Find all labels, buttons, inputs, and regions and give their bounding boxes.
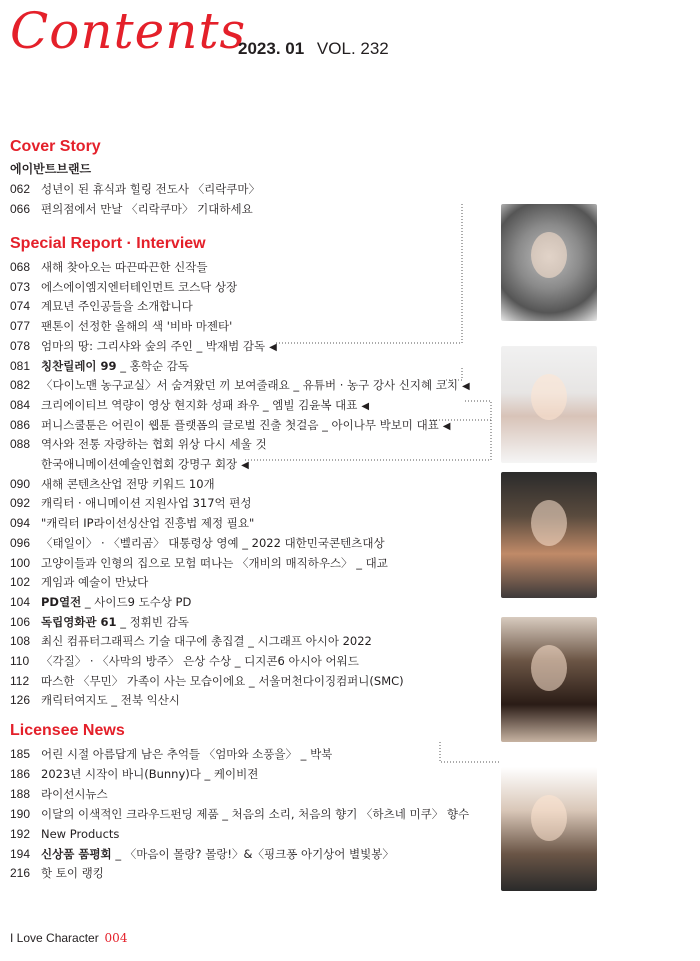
toc-entry[interactable] <box>10 317 232 336</box>
toc-entry-title: 최신 컴퓨터그래픽스 기술 대구에 총집결 _ 시그래프 아시아 2022 <box>41 634 372 649</box>
toc-entry-title: 따스한 〈무민〉 가족이 사는 모습이에요 _ 서울머천다이징컴퍼니(SMC) <box>41 673 404 688</box>
toc-entry-title: 이달의 이색적인 크라우드펀딩 제품 _ 처음의 소리, 처음의 향기 〈하츠네 미쿠〉 향수 <box>41 806 470 821</box>
toc-entry[interactable] <box>10 297 193 316</box>
toc-page-number: 092 <box>10 496 31 511</box>
toc-entry-title: 고양이들과 인형의 집으로 모험 떠나는 〈개비의 매직하우스〉 _ 대교 <box>41 555 388 570</box>
toc-entry[interactable] <box>10 278 237 297</box>
toc-entry-title: 편의점에서 만날 〈리락쿠마〉 기대하세요 <box>41 201 253 216</box>
toc-page-number: 090 <box>10 476 31 491</box>
toc-entry-title: 새해 찾아오는 따끈따끈한 신작들 <box>41 260 208 274</box>
toc-entry[interactable] <box>10 455 249 474</box>
toc-entry-title: _ 홍학순 감독 <box>116 358 189 373</box>
cover-brand: 에이반트브랜드 <box>10 162 92 176</box>
toc-entry-title: 어린 시절 아름답게 남은 추억들 〈엄마와 소풍을〉 _ 박북 <box>41 747 333 761</box>
toc-entry[interactable] <box>10 765 258 784</box>
toc-entry[interactable] <box>10 514 254 533</box>
toc-entry[interactable] <box>10 785 108 804</box>
toc-page-number: 100 <box>10 555 31 570</box>
section-heading-cover-story: Cover Story <box>10 138 101 155</box>
toc-entry-title: 한국애니메이션예술인협회 강명구 회장 <box>41 457 238 471</box>
toc-entry[interactable] <box>10 745 332 764</box>
toc-entry[interactable] <box>10 475 215 494</box>
toc-entry[interactable] <box>10 672 404 691</box>
toc-entry[interactable] <box>10 180 260 199</box>
issue-volume: VOL. 232 <box>316 39 389 58</box>
toc-entry[interactable] <box>10 554 388 573</box>
toc-page-number: 102 <box>10 575 31 590</box>
section-heading-licensee-news: Licensee News <box>10 722 125 739</box>
magazine-name: I Love Character <box>10 931 99 945</box>
toc-entry-title: 2023년 시작이 바니(Bunny)다 _ 케이비젼 <box>41 766 259 781</box>
toc-entry-series: PD열전 <box>41 594 82 609</box>
page-number: 004 <box>104 931 128 945</box>
toc-entry-title: 에스에이엠지엔터테인먼트 코스닥 상장 <box>41 279 238 294</box>
pointer-arrow-icon: ◀ <box>462 381 470 393</box>
toc-entry[interactable] <box>10 632 372 651</box>
toc-entry-title: 퍼니스쿨툰은 어린이 웹툰 플랫폼의 글로벌 진출 첫걸음 _ 아이나무 박보미 대표 <box>41 417 439 432</box>
toc-page-number: 062 <box>10 182 31 196</box>
toc-entry[interactable] <box>10 652 359 671</box>
toc-entry-title: 캐릭터 · 애니메이션 지원사업 317억 편성 <box>41 496 252 511</box>
pointer-arrow-icon: ◀ <box>269 341 277 353</box>
toc-entry[interactable] <box>10 825 119 844</box>
toc-entry-series: 독립영화관 61 <box>41 614 117 629</box>
toc-page-number: 082 <box>10 378 31 393</box>
toc-entry-title: 크리에이티브 역량이 영상 현지화 성패 좌우 _ 엠빌 김윤복 대표 <box>41 397 358 412</box>
portrait-photo-5 <box>501 767 597 891</box>
toc-entry[interactable] <box>10 435 267 454</box>
portrait-photo-3 <box>501 472 597 598</box>
page-title: Contents <box>10 2 247 60</box>
toc-entry[interactable] <box>10 258 208 277</box>
toc-entry-title: New Products <box>41 826 120 841</box>
toc-page-number: 088 <box>10 437 31 452</box>
toc-entry-title: _ 사이드9 도수상 PD <box>81 594 192 609</box>
toc-entry[interactable] <box>10 613 189 632</box>
toc-entry-title: 게임과 예술이 만났다 <box>41 575 149 590</box>
toc-entry-title: _ 정휘빈 감독 <box>116 614 189 629</box>
toc-entry-title: 라이선시뉴스 <box>41 786 108 801</box>
toc-page-number: 073 <box>10 279 31 294</box>
toc-page-number: 126 <box>10 693 31 708</box>
toc-entry[interactable] <box>10 864 104 883</box>
toc-entry-title: 계묘년 주인공들을 소개합니다 <box>41 299 193 314</box>
toc-entry-title: 〈태일이〉 · 〈벨리곰〉 대통령상 영예 _ 2022 대한민국콘텐츠대상 <box>41 535 385 550</box>
pointer-arrow-icon: ◀ <box>361 400 370 412</box>
toc-entry-title: _ 〈마음이 몰랑? 몰랑!〉&〈핑크퐁 아기상어 별빛봉〉 <box>111 846 394 861</box>
toc-page-number: 190 <box>10 806 31 821</box>
issue-info <box>238 39 389 59</box>
toc-entry[interactable] <box>10 805 469 824</box>
toc-entry-title: 팬톤이 선정한 올해의 색 '비바 마젠타' <box>41 319 233 334</box>
toc-page-number: 110 <box>10 654 30 668</box>
toc-page-number: 112 <box>10 673 30 688</box>
portrait-photo-1 <box>501 204 597 321</box>
issue-date: 2023. 01 <box>238 39 305 58</box>
portrait-photo-2 <box>501 346 597 463</box>
toc-page-number: 094 <box>10 516 31 531</box>
toc-page-number: 096 <box>10 535 31 550</box>
toc-entry-series: 칭찬릴레이 99 <box>41 358 117 373</box>
toc-entry[interactable] <box>10 337 277 356</box>
toc-entry[interactable] <box>10 494 252 513</box>
toc-page-number: 084 <box>10 397 31 412</box>
section-heading-special-report: Special Report · Interview <box>10 235 206 252</box>
toc-page-number: 077 <box>10 319 31 334</box>
toc-page-number: 188 <box>10 786 31 801</box>
toc-page-number: 216 <box>10 866 31 881</box>
toc-page-number: 106 <box>10 614 31 629</box>
toc-entry-title: 캐릭터여지도 _ 전북 익산시 <box>41 693 180 708</box>
toc-entry[interactable] <box>10 376 470 395</box>
toc-entry[interactable] <box>10 845 394 864</box>
toc-entry[interactable] <box>10 593 191 612</box>
toc-page-number: 074 <box>10 299 31 314</box>
toc-entry-series: 신상품 품평회 <box>41 846 112 861</box>
toc-page-number: 078 <box>10 338 31 353</box>
toc-entry[interactable] <box>10 416 451 435</box>
toc-entry-title: "캐릭터 IP라이선싱산업 진흥법 제정 필요" <box>41 516 255 531</box>
toc-page-number: 104 <box>10 594 31 609</box>
toc-page-number: 066 <box>10 201 31 216</box>
pointer-arrow-icon: ◀ <box>241 460 249 471</box>
toc-entry[interactable] <box>10 691 180 710</box>
toc-entry-title: 역사와 전통 자랑하는 협회 위상 다시 세울 것 <box>41 437 267 452</box>
toc-entry[interactable] <box>10 534 385 553</box>
toc-page-number: 081 <box>10 358 31 373</box>
toc-entry[interactable] <box>10 396 369 415</box>
toc-entry[interactable] <box>10 200 253 219</box>
toc-page-number: 194 <box>10 846 31 861</box>
toc-entry-title: 성년이 된 휴식과 힐링 전도사 〈리락쿠마〉 <box>41 182 261 196</box>
toc-entry-title: 〈각질〉 · 〈사막의 방주〉 은상 수상 _ 디지콘6 아시아 어워드 <box>41 654 359 668</box>
toc-entry-title: 핫 토이 랭킹 <box>41 866 104 881</box>
toc-entry[interactable] <box>10 573 148 592</box>
toc-entry-title: 새해 콘텐츠산업 전망 키워드 10개 <box>41 476 215 491</box>
toc-page-number: 185 <box>10 747 31 761</box>
footer <box>10 931 127 945</box>
toc-page-number: 186 <box>10 766 31 781</box>
toc-entry-title: 엄마의 땅: 그리샤와 숲의 주인 _ 박재범 감독 <box>41 338 266 353</box>
portrait-photo-4 <box>501 617 597 742</box>
toc-entry[interactable] <box>10 357 189 376</box>
toc-entry-title: 〈다이노맨 농구교실〉서 숨겨왔던 끼 보여줄래요 _ 유튜버 · 농구 강사 신지혜 코치 <box>41 378 458 393</box>
toc-page-number: 108 <box>10 634 31 649</box>
toc-page-number: 086 <box>10 417 31 432</box>
toc-page-number: 068 <box>10 260 31 274</box>
pointer-arrow-icon: ◀ <box>442 420 451 432</box>
toc-page-number: 192 <box>10 826 31 841</box>
